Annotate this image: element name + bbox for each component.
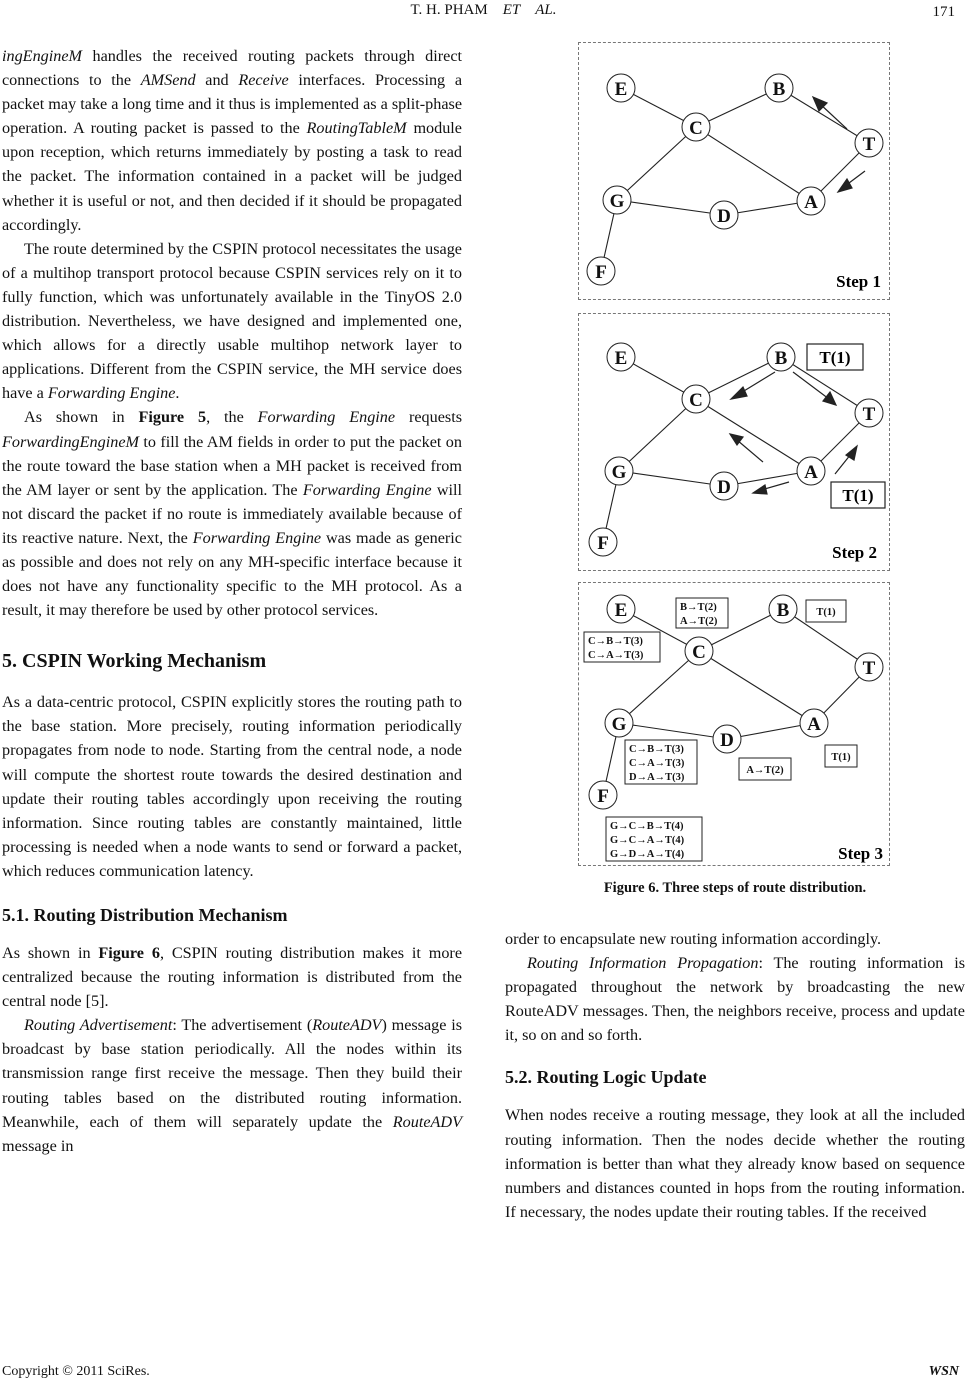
section-heading: 5. CSPIN Working Mechanism (2, 650, 267, 673)
page-number: 171 (932, 4, 955, 20)
text-em: Forwarding Engine (192, 528, 322, 547)
routing-table-f-line: G→C→B→T(4) (610, 821, 684, 832)
node-d: D (720, 730, 734, 751)
text: , CSPIN routing distribution makes it more centralized because the routing information is distributed from the central node [5]. (2, 944, 463, 1011)
node-g: G (611, 714, 627, 735)
text-em: RoutingTableM (306, 119, 407, 138)
node-t: T (862, 134, 876, 155)
node-e: E (614, 348, 628, 369)
text-em: Forwarding Engine (47, 384, 176, 403)
text: message in (2, 1136, 74, 1155)
text: to fill the AM fields in order to put the packet on the route toward the base station when a MH packet is received from the AM layer or sent by the application. The (2, 432, 462, 499)
node-e: E (614, 600, 628, 621)
journal-name: WSN (928, 1364, 959, 1379)
node-a: A (807, 714, 821, 735)
node-c: C (692, 642, 706, 663)
text: interfaces. Processing a packet may take a long time and it thus is implemented as a split-phase operation. A routing packet is passed to the (2, 71, 462, 138)
figure-6 (578, 42, 892, 862)
text-em: ingEngineM (2, 47, 83, 65)
text-em: ForwardingEngineM (2, 432, 139, 451)
routing-table-d: A→T(2) (746, 765, 784, 776)
text-em: Routing Advertisement (24, 1016, 173, 1035)
text-em: RouteADV (312, 1016, 382, 1035)
paragraph-routing-propagation (505, 951, 965, 1047)
text-em: RouteADV (392, 1112, 462, 1131)
routing-table-e-line: C→A→T(3) (588, 650, 644, 661)
figure-step-2 (578, 313, 890, 571)
node-a: A (804, 462, 818, 483)
node-b: B (772, 79, 786, 100)
paragraph-encapsulate: order to encapsulate new routing information accordingly. (505, 930, 882, 948)
routing-table-f-line: G→C→A→T(4) (610, 835, 685, 846)
node-c: C (689, 118, 703, 139)
text: : The advertisement ( (172, 1016, 313, 1035)
routing-table-a: T(1) (831, 752, 851, 763)
routing-table-g-line: C→B→T(3) (629, 744, 684, 755)
figure-ref: Figure 5 (138, 408, 207, 427)
paragraph-routing-distribution (2, 941, 462, 1013)
node-f: F (597, 533, 609, 554)
paragraph-routing-logic-update: When nodes receive a routing message, they look at all the included routing information. Then the nodes decide whether the routing information is better than what they already know based on sequence numbers and distances counted in hops from the routing information. If necessary, the nodes update their routing tables. If the received (505, 1106, 965, 1221)
figure-step-1 (578, 42, 890, 300)
text: and (195, 71, 239, 90)
text: handles the received routing packets through direct connections to the (2, 47, 462, 90)
node-g: G (609, 191, 625, 212)
routing-table-g-line: D→A→T(3) (629, 772, 685, 783)
text-em: Forwarding Engine (302, 480, 432, 499)
text: As shown in (24, 408, 139, 427)
text: The route determined by the CSPIN protocol necessitates the usage of a multihop transport protocol because CSPIN services rely on it to fully function, which was unfortunately available in the TinyOS 2.0 distribution. Nevertheless, we have designed and implemented one, which allows for a directly usable multihop network layer to applications. Different from the CSPIN service, the MH service does have a (2, 239, 462, 403)
subsection-heading: 5.2. Routing Logic Update (505, 1067, 707, 1088)
paragraph-data-centric: As a data-centric protocol, CSPIN explicitly stores the routing path to the base station. More precisely, routing information periodically propagates from node to node. Starting from the central node, a node will compute the shortest route towards the desired destination and update their routing tables accordingly upon receiving the routing information. Since routing tables are constantly maintained, little processing is needed when a node wants to send or forward a packet, which reduces communication latency. (2, 693, 462, 880)
figure-step-3 (578, 582, 890, 866)
node-t: T (862, 404, 876, 425)
routing-table-e-line: C→B→T(3) (588, 636, 643, 647)
right-column (505, 927, 965, 1224)
routing-table-c-line: B→T(2) (680, 602, 717, 613)
step-3-label: Step 3 (838, 844, 883, 863)
node-a: A (804, 192, 818, 213)
text-em: Receive (238, 71, 289, 90)
running-title-author: T. H. PHAM (410, 2, 488, 18)
running-title-et: ET (502, 2, 521, 18)
text-em: Routing Information Propagation (527, 954, 759, 973)
routing-table-c-line: A→T(2) (680, 616, 718, 627)
routing-table-b: T(1) (816, 607, 836, 618)
node-d: D (717, 477, 731, 498)
running-title-al: AL. (535, 2, 557, 18)
figure-ref: Figure 6 (98, 944, 160, 962)
routing-table-f-line: G→D→A→T(4) (610, 849, 685, 860)
footer-copyright: Copyright © 2011 SciRes. (2, 1364, 150, 1379)
text: requests (395, 408, 462, 427)
step-3-graph (579, 583, 891, 867)
text-em: Forwarding Engine (257, 408, 396, 427)
node-f: F (595, 262, 607, 283)
text: module upon reception, which returns immediately by posting a task to read the packet. The information contained in a packet will be judged whether it is useful or not, and then decided if it should be propagated accordingly. (2, 119, 462, 234)
text: : The routing information is propagated throughout the network by broadcasting the new RouteADV messages. Then, the neighbors receive, process and update it, so on and so forth. (505, 954, 965, 1045)
node-b: B (776, 600, 790, 621)
text: was made as generic as possible and does not rely on any MH-specific interface because it does not have any functionality specific to the MH protocol. As a result, it may therefore be used by other protocol services. (2, 528, 462, 620)
routing-table-a: T(1) (842, 486, 874, 505)
running-title (0, 2, 967, 19)
paragraph-forwarding-engine (2, 405, 462, 622)
figure-caption: Figure 6. Three steps of route distribution. (603, 880, 867, 896)
step-2-graph (579, 314, 891, 572)
step-1-label: Step 1 (836, 272, 881, 291)
paragraph-forwarding-engine-m (2, 44, 462, 237)
text-em: AMSend (140, 71, 196, 90)
text: , the (206, 408, 258, 427)
routing-table-b: T(1) (819, 348, 851, 367)
node-c: C (689, 390, 703, 411)
node-b: B (774, 348, 788, 369)
node-g: G (611, 462, 627, 483)
node-d: D (717, 206, 731, 227)
text: As shown in (2, 944, 99, 962)
text: . (175, 384, 180, 403)
paragraph-multihop (2, 237, 462, 406)
footer-journal (929, 1364, 959, 1380)
routing-table-g-line: C→A→T(3) (629, 758, 685, 769)
step-2-label: Step 2 (832, 543, 877, 562)
paragraph-routing-advertisement (2, 1013, 462, 1158)
node-e: E (614, 79, 628, 100)
step-1-graph (579, 43, 891, 301)
subsection-heading: 5.1. Routing Distribution Mechanism (2, 905, 288, 925)
text: ) message is broadcast by base station periodically. All the nodes within its transmission range first receive the message. Then they build their routing tables based on the distributed routing information. Meanwhile, each of them will separately update the (2, 1016, 463, 1131)
node-f: F (597, 786, 609, 807)
left-column (2, 44, 462, 1158)
node-t: T (862, 658, 876, 679)
text: will not discard the packet if no route is immediately available because of its reactive nature. Next, the (2, 480, 462, 547)
